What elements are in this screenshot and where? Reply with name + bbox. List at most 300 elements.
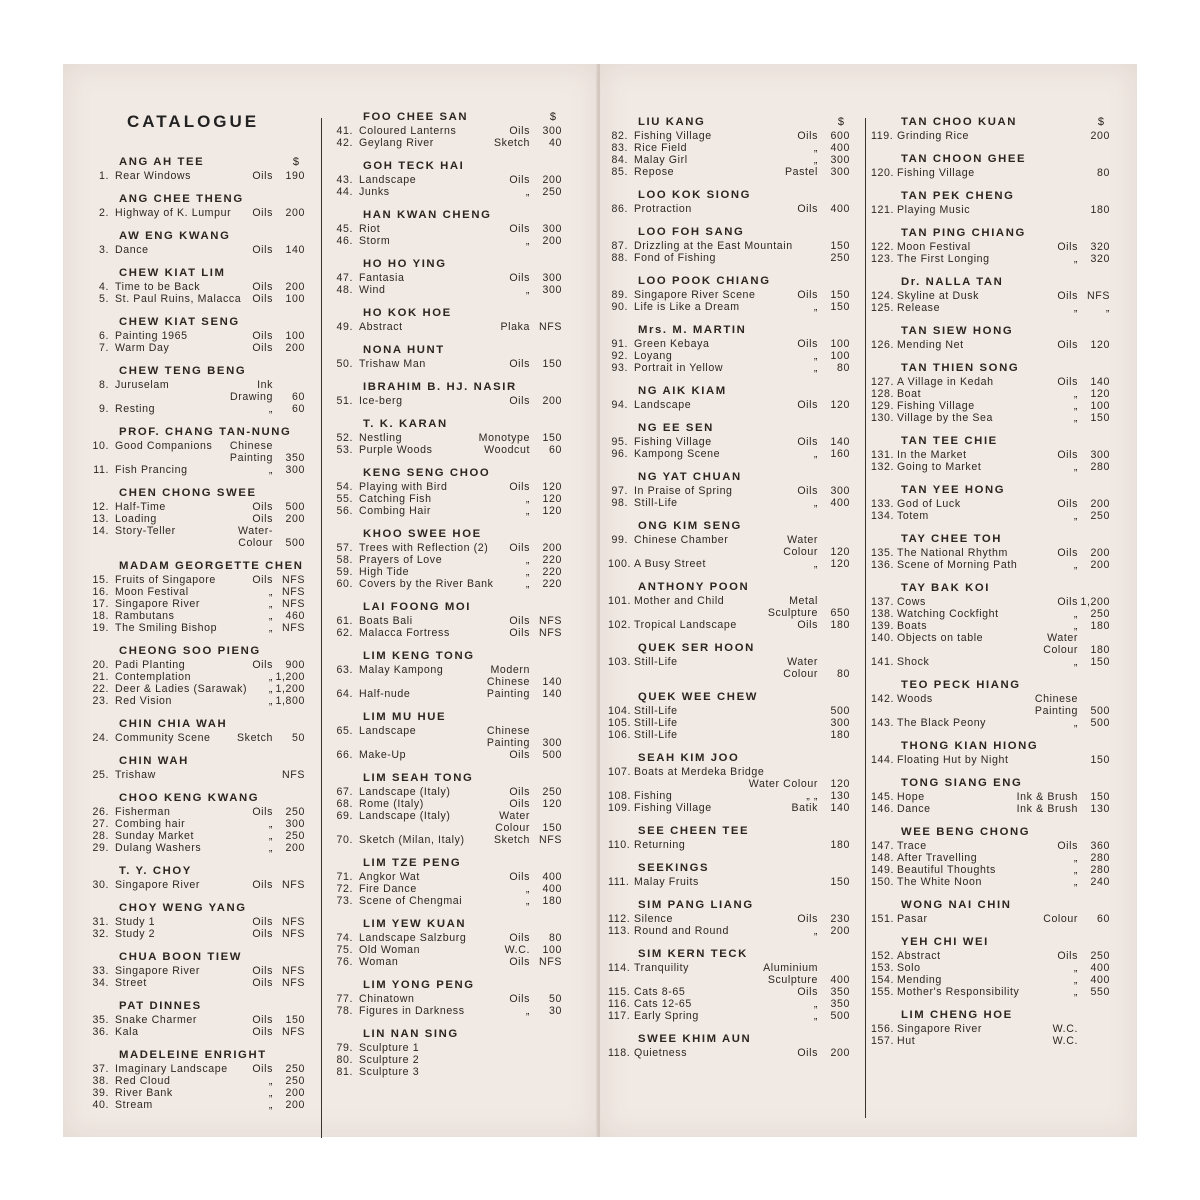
artwork-title: Chinese Chamber [634,534,729,546]
artwork-title: Landscape Salzburg [359,932,467,944]
artwork-row [89,965,311,977]
artwork-medium: Sketch [494,834,530,846]
artwork-row [89,330,311,342]
artist-entry [871,740,1116,766]
artwork-price: 400 [830,142,850,154]
artwork-title: Landscape [359,174,417,186]
artwork-medium: Modern [490,664,530,676]
artwork-row [89,501,311,513]
artwork-price: 150 [542,358,562,370]
artwork-price [818,766,856,778]
artist-entry [608,116,856,178]
artwork-row [333,1042,568,1054]
artwork-title: God of Luck [897,498,961,510]
artist-entry [333,528,568,590]
artwork-price: 180 [1090,620,1110,632]
artwork-medium: „ [268,818,273,830]
artwork-number: 103. [608,656,632,668]
artwork-number: 143. [871,717,895,729]
artwork-number: 157. [871,1035,895,1047]
artist-name: SIM PANG LIANG [638,899,754,911]
artwork-title: Woman [359,956,399,968]
artwork-price: 200 [285,342,305,354]
artwork-medium: „ [813,350,818,362]
artist-entry [608,642,856,680]
artist-name: SEE CHEEN TEE [638,825,750,837]
artwork-price: 100 [830,338,850,350]
artwork-title: Cats 12-65 [634,998,692,1010]
artwork-medium: „ [1073,974,1078,986]
artist-name: QUEK WEE CHEW [638,691,758,703]
artwork-title: Still-Life [634,656,678,668]
artwork-number [89,537,115,549]
artwork-price: NFS [539,627,562,639]
artwork-price: 140 [830,436,850,448]
artwork-row [333,566,568,578]
artist-entry [871,679,1116,729]
artwork-price: NFS [539,834,562,846]
artwork-row [89,391,311,403]
artwork-price: 30 [549,1005,562,1017]
artwork-row [89,403,311,415]
catalogue-column-3 [608,116,856,1059]
artist-name: GOH TECK HAI [363,160,465,172]
artwork-title: Covers by the River Bank [359,578,494,590]
artist-entry [871,936,1116,998]
artist-name: SEEKINGS [638,862,710,874]
artwork-title: Kala [115,1026,139,1038]
artwork-row [333,137,568,149]
artwork-number: 4. [98,281,109,293]
artwork-title: Skyline at Dusk [897,290,980,302]
artwork-number: 84. [611,154,628,166]
artwork-medium: „ [813,448,818,460]
artwork-title: Sunday Market [115,830,195,842]
artwork-price: 50 [549,993,562,1005]
artwork-number: 51. [336,395,353,407]
artwork-number [608,778,634,790]
artwork-price: 180 [830,729,850,741]
artwork-title: Floating Hut by Night [897,754,1009,766]
artwork-row [333,810,568,822]
artwork-price [530,1054,568,1066]
artwork-number: 154. [871,974,895,986]
artwork-number: 29. [92,842,109,854]
artwork-medium: Oils [252,965,273,977]
artwork-price: 400 [1090,962,1110,974]
artwork-price: NFS [282,879,305,891]
artwork-title: Green Kebaya [634,338,710,350]
artwork-medium: „ [813,558,818,570]
artwork-number: 73. [336,895,353,907]
artwork-title: Street [115,977,147,989]
artwork-title: Cats 8-65 [634,986,686,998]
artwork-number: 48. [336,284,353,296]
artwork-row [333,895,568,907]
artwork-row [89,732,311,744]
artwork-price: 200 [542,235,562,247]
artwork-number: 99. [611,534,628,546]
artwork-title: St. Paul Ruins, Malacca [115,293,242,305]
artwork-row [871,376,1116,388]
artwork-row [333,1066,568,1078]
artwork-medium: Plaka [500,321,530,333]
artist-name: TAY CHEE TOH [901,533,1003,545]
artwork-price [1078,1023,1116,1035]
artwork-title: Juruselam [115,379,170,391]
artwork-price: 60 [549,444,562,456]
artwork-title: Red Cloud [115,1075,171,1087]
artist-entry [608,275,856,313]
artwork-row [871,596,1116,608]
artwork-price: 40 [549,137,562,149]
artist-name: IBRAHIM B. HJ. NASIR [363,381,517,393]
artwork-number: 151. [871,913,895,925]
artwork-title: Boat [897,388,922,400]
artwork-number: 125. [871,302,895,314]
artwork-number: 152. [871,950,895,962]
artwork-price: 150 [542,822,562,834]
artwork-title: Pasar [897,913,928,925]
artwork-medium: „ [268,1075,273,1087]
artwork-number: 34. [92,977,109,989]
artwork-price: 220 [542,578,562,590]
artwork-medium: Oils [509,358,530,370]
artwork-row [871,950,1116,962]
artwork-medium: „ [1073,559,1078,571]
artwork-medium: Drawing [229,391,273,403]
artwork-number: 82. [611,130,628,142]
artwork-title: High Tide [359,566,410,578]
artwork-row [871,130,1116,142]
artwork-title: Singapore River [115,879,200,891]
artwork-price: 200 [542,395,562,407]
artwork-medium: „ [813,362,818,374]
artwork-number: 147. [871,840,895,852]
artwork-price: 200 [285,1099,305,1111]
artwork-title: Trishaw Man [359,358,426,370]
artwork-title: A Busy Street [634,558,706,570]
artwork-row [89,1087,311,1099]
artwork-title: Dance [897,803,931,815]
artwork-medium: Oils [509,395,530,407]
artwork-medium: „ [525,554,530,566]
artist-entry [608,422,856,460]
artist-name: NG AIK KIAM [638,385,727,397]
artwork-price: 900 [285,659,305,671]
artwork-medium: Oils [252,330,273,342]
artwork-medium: Oils [509,871,530,883]
artwork-price: 250 [285,1063,305,1075]
artwork-medium: „ [1073,461,1078,473]
artwork-number: 66. [336,749,353,761]
artwork-number [608,974,634,986]
artwork-medium: Sculpture [767,607,818,619]
artwork-number: 131. [871,449,895,461]
artist-name: LIM CHENG HOE [901,1009,1013,1021]
artist-entry [89,645,311,707]
artwork-price: 400 [542,883,562,895]
artwork-medium: „ [813,1010,818,1022]
artist-name: SEAH KIM JOO [638,752,740,764]
artist-entry [608,899,856,937]
artwork-number: 6. [98,330,109,342]
artwork-medium: „ [1073,253,1078,265]
artwork-row [333,725,568,737]
artwork-price: 500 [285,501,305,513]
artwork-number: 63. [336,664,353,676]
artwork-number: 92. [611,350,628,362]
artwork-number: 87. [611,240,628,252]
artwork-price: 200 [542,174,562,186]
artist-name: ANG AH TEE $ [119,156,299,168]
artwork-number: 91. [611,338,628,350]
artwork-title: Snake Charmer [115,1014,197,1026]
artwork-row [608,986,856,998]
artwork-row [871,791,1116,803]
artwork-row [89,379,311,391]
artist-name: AW ENG KWANG [119,230,231,242]
artwork-row [608,301,856,313]
artwork-number: 88. [611,252,628,264]
artwork-medium: Painting [229,452,273,464]
artwork-price: 550 [1090,986,1110,998]
artwork-medium: „ [268,1099,273,1111]
artwork-medium: Chinese [1034,693,1078,705]
artwork-row [333,481,568,493]
artwork-title [115,537,234,549]
artwork-price: NFS [539,321,562,333]
artwork-row [89,293,311,305]
artwork-title: Early Spring [634,1010,699,1022]
artist-name: YEH CHI WEI [901,936,989,948]
artwork-number: 138. [871,608,895,620]
catalogue-column-1 [89,112,311,1111]
artist-name: ANTHONY POON [638,581,750,593]
artwork-title: Half-nude [359,688,411,700]
artwork-medium: Oils [509,174,530,186]
artwork-price: 500 [1090,705,1110,717]
artwork-row [608,925,856,937]
artwork-number: 116. [608,998,631,1010]
left-page [63,64,598,1137]
artwork-price: NFS [282,916,305,928]
artwork-row [608,252,856,264]
artwork-row [871,498,1116,510]
artist-entry [333,918,568,968]
artwork-number: 75. [336,944,353,956]
artwork-row [608,534,856,546]
artwork-row [333,883,568,895]
artwork-number: 77. [336,993,353,1005]
artwork-title: Silence [634,913,673,925]
artwork-price: 250 [285,806,305,818]
artwork-price: 150 [542,432,562,444]
artwork-title: Going to Market [897,461,982,473]
artwork-medium: Oils [252,574,273,586]
artwork-row [871,864,1116,876]
artwork-price [530,1066,568,1078]
artwork-price [530,810,568,822]
artwork-price: 100 [285,330,305,342]
artwork-number: 114. [608,962,631,974]
artwork-medium: „ „ [806,790,818,802]
artwork-medium: „ [525,895,530,907]
artwork-row [608,350,856,362]
artwork-price [1078,693,1116,705]
artwork-medium: „ [525,505,530,517]
artwork-number: 155. [871,986,895,998]
artwork-title: Painting 1965 [115,330,188,342]
artwork-row [871,962,1116,974]
artist-entry [608,948,856,1022]
artwork-title: Half-Time [115,501,166,513]
artist-name: Dr. NALLA TAN [901,276,1004,288]
artwork-number [89,452,115,464]
artwork-title: Fond of Fishing [634,252,717,264]
artwork-row [871,656,1116,668]
artwork-price: 350 [830,986,850,998]
artwork-title: Chinatown [359,993,415,1005]
artist-entry [89,487,311,549]
artwork-price: 150 [830,289,850,301]
artwork-price: 230 [830,913,850,925]
artwork-medium: Oils [509,956,530,968]
artwork-medium: Oils [797,619,818,631]
artwork-medium: „ [268,610,273,622]
artwork-title: Trace [897,840,927,852]
artwork-title: Landscape (Italy) [359,810,451,822]
artwork-medium: Oils [252,1026,273,1038]
artwork-price: 140 [542,676,562,688]
artwork-medium: Oils [797,289,818,301]
artwork-medium: Metal [789,595,818,607]
artwork-number: 97. [611,485,628,497]
artwork-medium: Oils [252,659,273,671]
artwork-medium: Water [499,810,530,822]
artwork-title: Scene of Chengmai [359,895,463,907]
artwork-price: 250 [1090,608,1110,620]
artwork-title: The First Longing [897,253,990,265]
artwork-price: 60 [292,403,305,415]
artwork-number: 5. [98,293,109,305]
catalogue-title: CATALOGUE [127,112,260,131]
artwork-number: 135. [871,547,895,559]
artist-entry [333,381,568,407]
artwork-medium: W.C. [504,944,530,956]
artwork-price [818,534,856,546]
artwork-title: The Black Peony [897,717,987,729]
artwork-price: 300 [830,166,850,178]
artwork-price: 180 [830,619,850,631]
artwork-row [608,130,856,142]
artwork-medium: „ [813,497,818,509]
artist-name: TAN PING CHIANG [901,227,1026,239]
artwork-number: 15. [92,574,109,586]
artist-entry [871,826,1116,888]
artist-entry [333,307,568,333]
artwork-title: Landscape [359,725,417,737]
artwork-medium: Oils [797,1047,818,1059]
column-divider [321,118,322,1138]
artwork-title: Combing Hair [359,505,431,517]
artist-entry [333,979,568,1017]
artwork-row [871,693,1116,705]
artwork-number: 22. [92,683,109,695]
artwork-row [608,802,856,814]
artwork-title: In Praise of Spring [634,485,733,497]
artwork-title: Trishaw [115,769,156,781]
artwork-title: Watching Cockfight [897,608,999,620]
artwork-title: Portrait in Yellow [634,362,724,374]
artwork-row [89,513,311,525]
artwork-price: 200 [285,1087,305,1099]
artwork-title: The Smiling Bishop [115,622,218,634]
artwork-title: Singapore River Scene [634,289,756,301]
artwork-medium: Oils [252,513,273,525]
artwork-medium: Woodcut [484,444,530,456]
artwork-price: 300 [542,125,562,137]
artwork-medium: Oils [797,130,818,142]
artwork-title: In the Market [897,449,967,461]
artwork-row [608,1010,856,1022]
artwork-row [333,688,568,700]
artwork-row [333,223,568,235]
artwork-title: Sculpture 2 [359,1054,420,1066]
artwork-row [89,818,311,830]
artwork-number [89,391,115,403]
artwork-medium: „ [525,1005,530,1017]
artwork-row [333,542,568,554]
artwork-medium: Oils [252,281,273,293]
artwork-row [89,440,311,452]
artwork-title: Drizzling at the East Mountain [634,240,793,252]
artwork-row [608,876,856,888]
artist-entry [89,865,311,891]
artwork-row [89,244,311,256]
artwork-medium: Oils [252,170,273,182]
artwork-medium: Oils [509,627,530,639]
column-divider [865,118,866,1118]
artwork-number: 38. [92,1075,109,1087]
artwork-title: Red Vision [115,695,173,707]
artwork-number: 112. [608,913,631,925]
artwork-title: Fisherman [115,806,171,818]
artist-name: FOO CHEE SAN $ [363,111,556,123]
artwork-title: Resting [115,403,156,415]
artwork-number: 19. [92,622,109,634]
artwork-number: 55. [336,493,353,505]
artwork-row [871,412,1116,424]
artist-entry [89,1000,311,1038]
artwork-title: Quietness [634,1047,688,1059]
artwork-row [89,586,311,598]
artwork-medium: Monotype [478,432,530,444]
artwork-row [333,444,568,456]
artist-name: TAN PEK CHENG [901,190,1015,202]
artwork-price: 140 [285,244,305,256]
artist-entry [608,691,856,741]
artwork-number: 123. [871,253,895,265]
artwork-title: Fishing Village [634,802,712,814]
artwork-price: 120 [830,546,850,558]
artwork-medium: Oils [509,272,530,284]
artwork-title: River Bank [115,1087,173,1099]
artwork-title: Deer & Ladies (Sarawak) [115,683,248,695]
artist-name: HO HO YING [363,258,447,270]
artwork-number: 93. [611,362,628,374]
artwork-row [871,449,1116,461]
